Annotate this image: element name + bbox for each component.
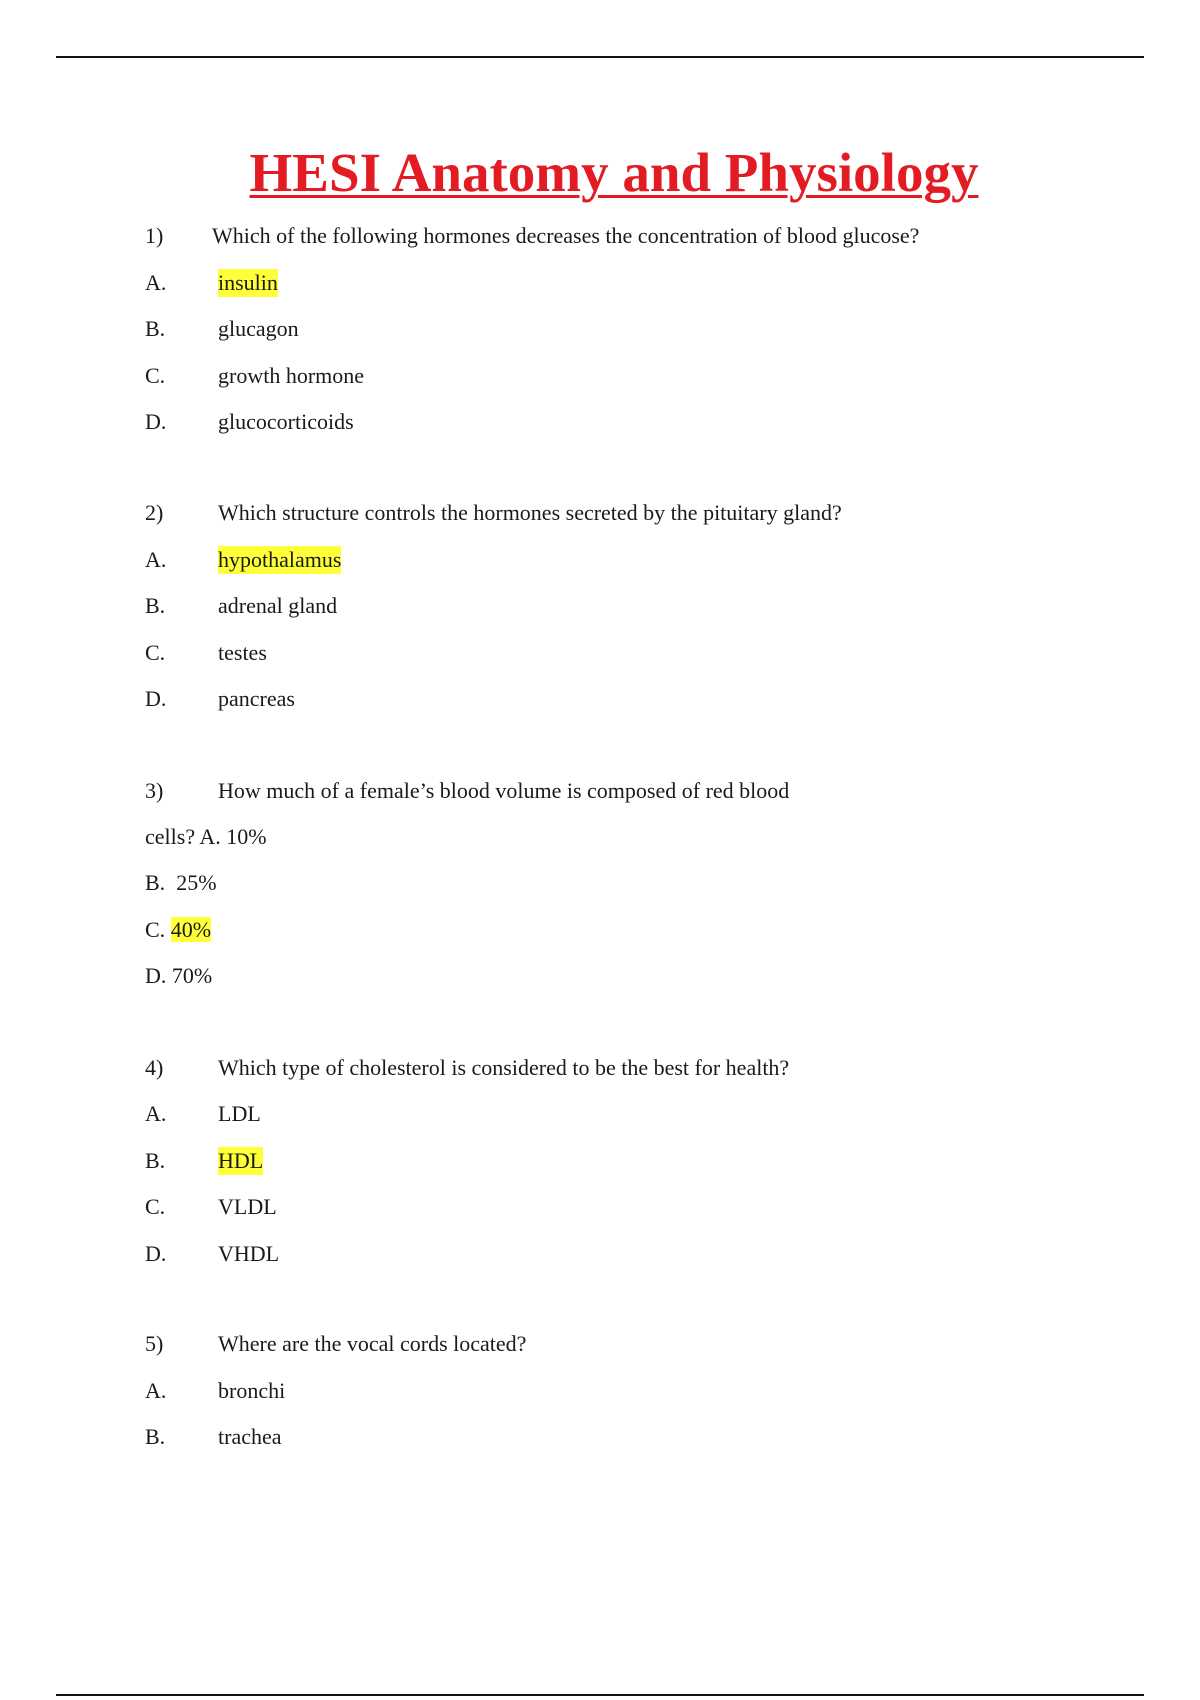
option-letter: B. xyxy=(145,1148,166,1173)
option-inline xyxy=(145,869,217,897)
option-text-highlighted: HDL xyxy=(218,1148,264,1173)
question-text: How much of a female’s blood volume is composed of red blood xyxy=(218,778,790,803)
option-letter: D. xyxy=(145,1241,167,1266)
option-text: growth hormone xyxy=(218,363,365,388)
option-text: adrenal gland xyxy=(218,593,338,618)
option-text: LDL xyxy=(218,1101,261,1126)
question-number: 2) xyxy=(145,500,164,525)
option-letter: D. xyxy=(145,686,167,711)
question-number: 5) xyxy=(145,1331,164,1356)
footer-rule xyxy=(56,1694,1144,1696)
option-letter: B. xyxy=(145,593,166,618)
option-text: testes xyxy=(218,640,267,665)
option-inline xyxy=(145,916,211,944)
option-text: glucocorticoids xyxy=(218,409,354,434)
option-inline xyxy=(145,962,212,990)
option-text: 25% xyxy=(176,870,217,895)
question-text: Which of the following hormones decreases the concentration of blood glucose? xyxy=(212,223,920,248)
option-letter: A. xyxy=(145,1101,167,1126)
page-title: HESI Anatomy and Physiology xyxy=(249,142,979,203)
question-text: Where are the vocal cords located? xyxy=(218,1331,527,1356)
option-letter: A. xyxy=(145,1378,167,1403)
question-number: 4) xyxy=(145,1055,164,1080)
option-text-highlighted: insulin xyxy=(218,270,278,295)
option-letter: B. xyxy=(145,870,166,895)
option-text: 70% xyxy=(171,963,213,988)
option-text-highlighted: hypothalamus xyxy=(218,547,342,572)
option-letter: C. xyxy=(145,917,166,942)
option-letter: C. xyxy=(145,363,166,388)
option-text: bronchi xyxy=(218,1378,286,1403)
option-text-highlighted: 40% xyxy=(170,917,212,942)
question-text: Which structure controls the hormones secreted by the pituitary gland? xyxy=(218,500,842,525)
option-text: glucagon xyxy=(218,316,299,341)
option-letter: C. xyxy=(145,1194,166,1219)
header-rule xyxy=(56,56,1144,58)
option-text: VLDL xyxy=(218,1194,277,1219)
question-text: Which type of cholesterol is considered to be the best for health? xyxy=(218,1055,790,1080)
option-letter: D. xyxy=(145,409,167,434)
option-letter: A. xyxy=(145,547,167,572)
question-number: 3) xyxy=(145,778,164,803)
option-letter: B. xyxy=(145,316,166,341)
option-letter: D. xyxy=(145,963,167,988)
option-letter: B. xyxy=(145,1424,166,1449)
option-text: pancreas xyxy=(218,686,295,711)
question-number: 1) xyxy=(145,223,164,248)
option-letter: A. xyxy=(145,270,167,295)
option-letter: C. xyxy=(145,640,166,665)
option-text: VHDL xyxy=(218,1241,280,1266)
option-text: trachea xyxy=(218,1424,282,1449)
question-text-continuation: cells? A. 10% xyxy=(145,824,267,849)
